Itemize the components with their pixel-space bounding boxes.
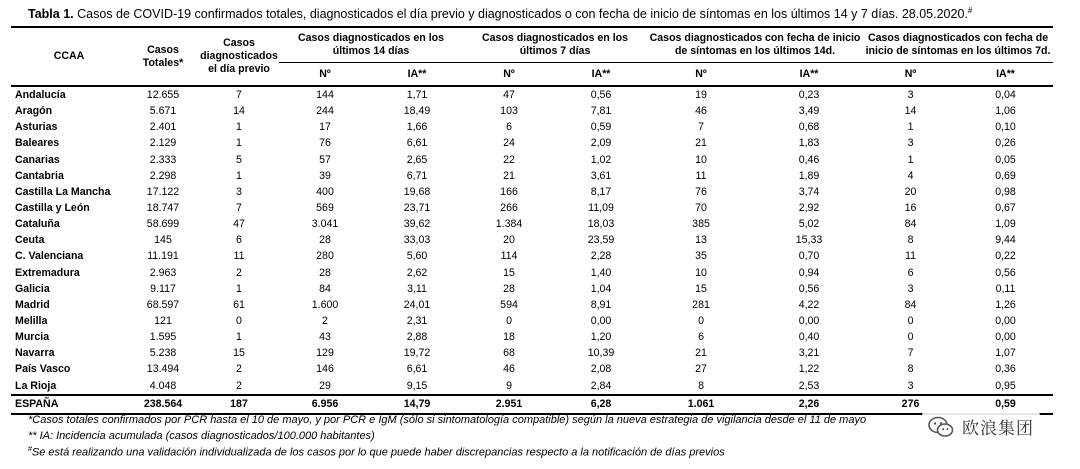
table-cell: 266 — [500, 202, 518, 215]
region-name: Cantabria — [15, 169, 64, 182]
table-row — [11, 119, 1053, 135]
table-cell: 2,31 — [406, 315, 428, 328]
table-cell: 11 — [905, 250, 917, 263]
region-name: Baleares — [15, 137, 60, 150]
table-cell: 4,22 — [798, 298, 820, 311]
table-cell: 400 — [316, 185, 334, 198]
table-cell: 3 — [236, 185, 242, 198]
table-cell: 18,49 — [403, 105, 431, 118]
table-cell: 1,22 — [798, 363, 820, 376]
table-cell: 2,65 — [406, 153, 428, 166]
table-row — [11, 103, 1053, 119]
table-body — [11, 86, 1053, 414]
table-cell: 6 — [698, 331, 704, 344]
table-cell: 1,40 — [590, 266, 612, 279]
table-cell: 121 — [154, 315, 172, 328]
table-cell: 569 — [316, 202, 334, 215]
table-cell: 14,79 — [403, 398, 431, 411]
table-cell: 18.747 — [146, 202, 180, 215]
region-name: La Rioja — [15, 379, 57, 392]
header-ia: IA** — [799, 67, 819, 80]
table-cell: 1.600 — [311, 298, 339, 311]
table-cell: 14 — [904, 105, 917, 118]
table-cell: 5.238 — [149, 347, 177, 360]
table-cell: 9.117 — [150, 282, 176, 295]
table-cell: 19 — [695, 89, 707, 102]
table-cell: 7 — [236, 202, 242, 215]
table-cell: 2.401 — [149, 121, 177, 134]
table-cell: 0,67 — [995, 202, 1016, 215]
table-cell: 23,71 — [403, 202, 431, 215]
table-cell: 1 — [236, 331, 242, 344]
table-cell: 58.699 — [146, 218, 180, 231]
table-cell: 1,04 — [590, 282, 612, 295]
table-cell: 1 — [907, 121, 914, 134]
table-cell: 0 — [236, 315, 242, 328]
table-row — [11, 232, 1053, 248]
table-cell: 3,21 — [798, 347, 820, 360]
table-cell: 33,03 — [403, 234, 431, 247]
table-cell: 0,95 — [995, 379, 1016, 392]
table-cell: 68 — [503, 347, 515, 360]
table-cell: 1,89 — [798, 169, 820, 182]
table-cell: 24,01 — [403, 298, 431, 311]
table-cell: 2.298 — [149, 169, 177, 182]
header-group-14d: Casos diagnosticados en los últimos 14 días — [279, 27, 463, 63]
table-cell: 1 — [236, 121, 242, 134]
table-cell: 46 — [695, 105, 707, 118]
table-cell: 8,17 — [590, 185, 612, 198]
footnote-mark: # — [28, 446, 32, 453]
watermark — [922, 412, 1040, 441]
table-cell: 0,59 — [590, 121, 612, 134]
table-cell: 7 — [236, 89, 242, 102]
table-row — [11, 200, 1053, 216]
table-cell: 0,56 — [590, 89, 612, 102]
header-n: Nº — [319, 67, 331, 80]
table-cell: 21 — [503, 169, 515, 182]
table-cell: 19,68 — [403, 185, 431, 198]
watermark-text: 欧浪集团 — [962, 419, 1034, 439]
table-row — [11, 329, 1053, 345]
table-row — [11, 135, 1053, 151]
table-cell: 2 — [236, 379, 242, 392]
table-cell: 6,71 — [406, 169, 428, 182]
table-cell: 21 — [695, 137, 707, 150]
table-row — [11, 361, 1053, 377]
table-cell: 2,88 — [406, 331, 428, 344]
table-cell: 6 — [236, 234, 242, 247]
table-cell: 14 — [233, 105, 245, 118]
table-cell: 16 — [904, 202, 917, 215]
table-cell: 2.129 — [149, 137, 177, 150]
region-name: Melilla — [15, 315, 48, 328]
table-cell: 47 — [233, 218, 245, 231]
table-cell: 10 — [695, 153, 707, 166]
table-cell: 0,22 — [995, 250, 1016, 263]
table-cell: 2 — [236, 363, 242, 376]
table-cell: 0,04 — [995, 89, 1016, 102]
table-cell: 22 — [503, 153, 515, 166]
table-cell: 0,56 — [995, 266, 1016, 279]
table-cell: 0,00 — [590, 315, 612, 328]
table-cell: 1,02 — [590, 153, 612, 166]
table-cell: 2,53 — [798, 379, 820, 392]
table-cell: 2.333 — [149, 153, 177, 166]
table-cell: 2.951 — [495, 398, 523, 411]
table-cell: 0 — [506, 315, 512, 328]
footnote-validacion — [28, 446, 725, 459]
table-cell: 5,02 — [798, 218, 820, 231]
table-cell: 11,09 — [588, 202, 614, 215]
header-ia: IA** — [996, 67, 1015, 80]
table-cell: 1,09 — [995, 218, 1016, 231]
table-cell: 244 — [316, 105, 334, 118]
region-name: Extremadura — [15, 266, 80, 279]
table-cell: 9,15 — [406, 379, 428, 392]
region-name: Madrid — [15, 298, 50, 311]
table-cell: 2 — [322, 315, 328, 328]
table-cell: 0,05 — [995, 153, 1016, 166]
table-cell: 4 — [907, 169, 914, 182]
table-cell: 6.956 — [311, 398, 339, 411]
table-cell: 2,08 — [590, 363, 612, 376]
table-cell: 1,71 — [406, 89, 428, 102]
table-row — [11, 86, 1053, 103]
table-cell: 9,44 — [995, 234, 1016, 247]
table-cell: 0,59 — [995, 398, 1016, 411]
table-cell: 129 — [316, 347, 334, 360]
footnote-ia: ** IA: Incidencia acumulada (casos diagnosticados/100.000 habitantes) — [28, 430, 375, 442]
table-cell: 2,62 — [406, 266, 428, 279]
table-cell: 35 — [695, 250, 707, 263]
table-cell: 3,49 — [798, 105, 820, 118]
table-cell: 145 — [154, 234, 172, 247]
table-cell: 24 — [503, 137, 515, 150]
region-name: C. Valenciana — [15, 250, 84, 263]
table-row — [11, 168, 1053, 184]
table-cell: 7 — [698, 121, 704, 134]
table-cell: 0,00 — [995, 331, 1016, 344]
table-cell: 103 — [500, 105, 518, 118]
table-cell: 12.655 — [146, 89, 180, 102]
table-cell: 1 — [907, 153, 914, 166]
table-cell: 1.061 — [687, 398, 715, 411]
header-ia: IA** — [591, 67, 611, 80]
table-row — [11, 184, 1053, 200]
table-cell: 3 — [907, 282, 914, 295]
table-cell: 27 — [695, 363, 707, 376]
table-cell: 281 — [692, 298, 710, 311]
table-cell: 46 — [503, 363, 515, 376]
table-cell: 3 — [907, 137, 914, 150]
table-cell: 84 — [319, 282, 331, 295]
table-cell: 5,60 — [406, 250, 428, 263]
table-cell: 17.122 — [146, 185, 180, 198]
region-name: ESPAÑA — [15, 398, 59, 411]
table-cell: 0,00 — [798, 315, 820, 328]
table-cell: 144 — [316, 89, 334, 102]
table-cell: 166 — [500, 185, 518, 198]
table-cell: 61 — [233, 298, 245, 311]
table-cell: 8 — [907, 234, 914, 247]
table-cell: 385 — [692, 218, 710, 231]
table-cell: 1,07 — [995, 347, 1016, 360]
header-ccaa: CCAA — [53, 50, 85, 62]
table-cell: 0,11 — [995, 282, 1016, 295]
header-casos-totales: Casos Totales* — [142, 43, 184, 69]
table-cell: 39 — [319, 169, 331, 182]
region-name: Aragón — [15, 105, 53, 118]
table-cell: 2,26 — [798, 398, 820, 411]
table-cell: 20 — [904, 185, 917, 198]
table-cell: 28 — [319, 266, 331, 279]
table-cell: 11 — [233, 250, 245, 263]
table-cell: 2 — [236, 266, 242, 279]
table-cell: 2.963 — [149, 266, 177, 279]
table-cell: 0,98 — [995, 185, 1016, 198]
table-cell: 13.494 — [146, 363, 180, 376]
table-cell: 3,74 — [798, 185, 820, 198]
table-cell: 7,81 — [590, 105, 612, 118]
table-cell: 1 — [236, 282, 242, 295]
table-cell: 10,39 — [587, 347, 615, 360]
table-cell: 17 — [319, 121, 331, 134]
table-cell: 8 — [698, 379, 704, 392]
region-name: Cataluña — [15, 218, 60, 231]
header-dia-previo: Casos diagnosticados el día previo — [200, 37, 278, 75]
region-name: Asturias — [15, 121, 58, 134]
region-name: Murcia — [15, 331, 50, 344]
table-cell: 1,83 — [798, 137, 820, 150]
covid-cases-table — [11, 26, 1053, 415]
table-cell: 6 — [907, 266, 914, 279]
table-cell: 1 — [236, 137, 242, 150]
table-cell: 594 — [500, 298, 518, 311]
table-cell: 15 — [503, 266, 515, 279]
table-cell: 23,59 — [587, 234, 615, 247]
table-cell: 57 — [319, 153, 331, 166]
table-cell: 280 — [316, 250, 334, 263]
table-row — [11, 248, 1053, 264]
table-cell: 6,61 — [406, 363, 428, 376]
region-name: Galicia — [15, 282, 50, 295]
table-cell: 1.384 — [495, 218, 523, 231]
table-cell: 0,10 — [995, 121, 1016, 134]
table-cell: 114 — [500, 250, 518, 263]
table-cell: 3,11 — [407, 282, 427, 295]
header-n: Nº — [503, 67, 515, 80]
region-name: Canarias — [15, 153, 60, 166]
table-cell: 0,68 — [798, 121, 820, 134]
table-cell: 76 — [695, 185, 707, 198]
table-row — [11, 378, 1053, 395]
table-cell: 3 — [907, 89, 914, 102]
table-cell: 10 — [695, 266, 707, 279]
table-cell: 7 — [907, 347, 914, 360]
region-name: Navarra — [15, 347, 55, 360]
table-cell: 1.595 — [149, 331, 177, 344]
table-cell: 0,69 — [995, 169, 1016, 182]
table-cell: 20 — [503, 234, 515, 247]
title-label: Tabla 1. — [28, 7, 74, 22]
table-cell: 238.564 — [143, 398, 183, 411]
table-cell: 0 — [698, 315, 704, 328]
footnote-validacion-text: Se está realizando una validación individualizada de los casos por lo que puede haber discrepancias respecto a la notificación de días previos — [31, 446, 725, 459]
table-cell: 15 — [233, 347, 245, 360]
table-cell: 5 — [236, 153, 242, 166]
table-cell: 276 — [901, 398, 920, 411]
region-name: Castilla y León — [15, 202, 90, 215]
table-row — [11, 297, 1053, 313]
table-cell: 76 — [319, 137, 331, 150]
region-name: Castilla La Mancha — [15, 185, 111, 198]
table-cell: 15 — [695, 282, 707, 295]
table-cell: 1,66 — [406, 121, 428, 134]
table-cell: 28 — [319, 234, 331, 247]
table-cell: 68.597 — [146, 298, 180, 311]
table-cell: 9 — [506, 379, 512, 392]
table-cell: 8,91 — [590, 298, 612, 311]
region-name: Ceuta — [15, 234, 45, 247]
table-cell: 8 — [907, 363, 914, 376]
table-cell: 21 — [695, 347, 707, 360]
table-cell: 29 — [319, 379, 331, 392]
table-cell: 11 — [695, 169, 707, 182]
table-cell: 2,09 — [590, 137, 612, 150]
region-name: País Vasco — [15, 363, 71, 376]
table-cell: 28 — [503, 282, 515, 295]
table-cell: 0,00 — [995, 315, 1016, 328]
table-cell: 0,94 — [798, 266, 820, 279]
table-cell: 5.671 — [149, 105, 177, 118]
region-name: Andalucía — [15, 89, 66, 102]
table-cell: 0,36 — [995, 363, 1016, 376]
footnote-casos-totales: *Casos totales confirmados por PCR hasta el 10 de mayo, y por PCR e IgM (sólo si sintomatología compatible) según la nueva estrategia de vigilancia desde el 11 de mayo — [28, 414, 867, 426]
table-cell: 2,92 — [798, 202, 820, 215]
table-cell: 0 — [907, 331, 914, 344]
table-cell: 0 — [907, 315, 914, 328]
table-title — [28, 6, 972, 21]
table-cell: 4.048 — [149, 379, 177, 392]
table-cell: 1,20 — [590, 331, 612, 344]
table-cell: 84 — [904, 298, 917, 311]
title-text: Casos de COVID-19 confirmados totales, diagnosticados el día previo y diagnosticados o con fecha de inicio de síntomas en los últimos 14 y 7 días. 28.05.2020. — [73, 7, 968, 22]
table-cell: 1,06 — [995, 105, 1016, 118]
table-cell: 0,46 — [798, 153, 820, 166]
table-row — [11, 216, 1053, 232]
table-cell: 0,23 — [798, 89, 820, 102]
table-cell: 15,33 — [795, 234, 823, 247]
header-group-7d: Casos diagnosticados en los últimos 7 días — [463, 27, 647, 63]
total-row — [11, 395, 1053, 414]
table-row — [11, 265, 1053, 281]
table-cell: 18 — [503, 331, 515, 344]
table-cell: 1,26 — [995, 298, 1016, 311]
header-group-fs14d: Casos diagnosticados con fecha de inicio de síntomas en los últimos 14d. — [647, 27, 863, 63]
header-group-fs7d: Casos diagnosticados con fecha de inicio de síntomas en los últimos 7d. — [863, 27, 1053, 63]
table-cell: 187 — [230, 398, 248, 411]
table-row — [11, 313, 1053, 329]
table-cell: 70 — [695, 202, 707, 215]
header-n: Nº — [695, 67, 707, 80]
table-cell: 2,84 — [590, 379, 612, 392]
table-cell: 0,70 — [798, 250, 820, 263]
table-cell: 0,26 — [995, 137, 1016, 150]
table-cell: 6 — [506, 121, 512, 134]
table-cell: 43 — [319, 331, 331, 344]
table-cell: 47 — [503, 89, 515, 102]
table-cell: 19,72 — [403, 347, 431, 360]
table-cell: 84 — [904, 218, 917, 231]
table-cell: 3.041 — [311, 218, 339, 231]
table-cell: 39,62 — [403, 218, 431, 231]
table-row — [11, 152, 1053, 168]
table-cell: 3,61 — [590, 169, 612, 182]
table-cell: 6,61 — [406, 137, 428, 150]
table-row — [11, 345, 1053, 361]
header-n: Nº — [904, 67, 917, 80]
table-cell: 1 — [236, 169, 242, 182]
header-ia: IA** — [407, 67, 427, 80]
table-cell: 2,28 — [590, 250, 612, 263]
table-cell: 3 — [907, 379, 914, 392]
table-cell: 13 — [695, 234, 707, 247]
table-cell: 0,56 — [798, 282, 820, 295]
table-cell: 146 — [316, 363, 334, 376]
table-cell: 18,03 — [587, 218, 615, 231]
table-cell: 11.191 — [147, 250, 179, 263]
title-mark: # — [967, 6, 973, 15]
table-cell: 6,28 — [590, 398, 612, 411]
table-cell: 0,40 — [798, 331, 820, 344]
table-row — [11, 281, 1053, 297]
wechat-icon — [928, 416, 954, 438]
